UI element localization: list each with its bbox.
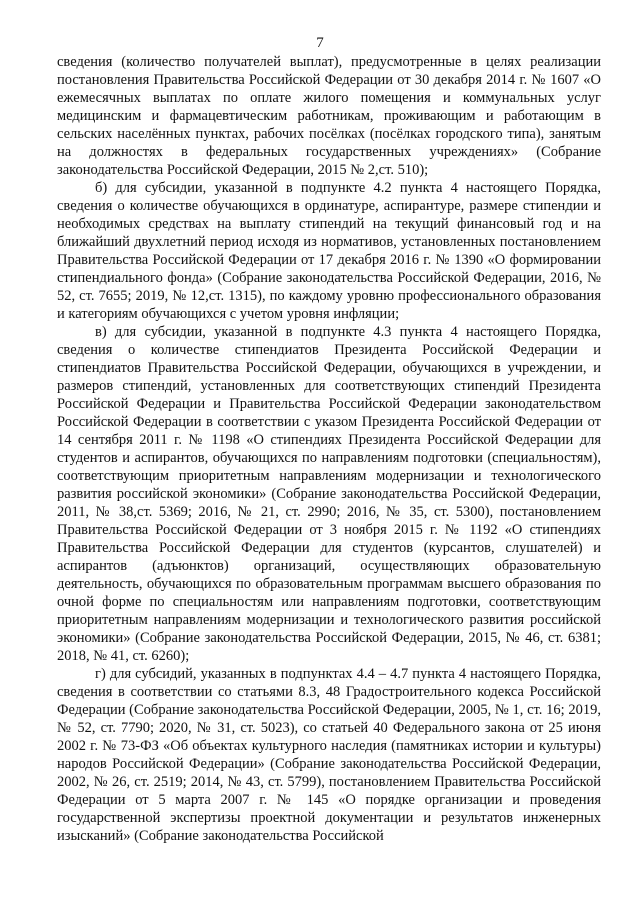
- paragraph-item-b: б) для субсидии, указанной в подпункте 4.2 пункта 4 настоящего Порядка, сведения о количестве обучающихся в ординатуре, аспирантуре, размере стипендии и необходимых средствах на выплату стипендий на текущий финансовый год и на ближайший двухлетний период исходя из нормативов, установленных постановлением Правительства Российской Федерации от 17 декабря 2016 г. № 1390 «О формировании стипендиального фонда» (Собрание законодательства Российской Федерации, 2016, № 52, ст. 7655; 2019, № 12,ст. 1315), по каждому уровню профессионального образования и категориям обучающихся с учетом уровня инфляции;: [57, 180, 601, 322]
- document-body: [57, 53, 601, 845]
- paragraph-continuation: сведения (количество получателей выплат), предусмотренные в целях реализации постановления Правительства Российской Федерации от 30 декабря 2014 г. № 1607 «О ежемесячных выплатах по оплате жилого помещения и коммунальных услуг медицинским и фармацевтическим работникам, проживающим и работающим в сельских населённых пунктах, рабочих посёлках (посёлках городского типа), занятым на должностях в федеральных государственных учреждениях» (Собрание законодательства Российской Федерации, 2015 № 2,ст. 510);: [57, 54, 601, 178]
- paragraph-item-v: в) для субсидии, указанной в подпункте 4.3 пункта 4 настоящего Порядка, сведения о количестве стипендиатов Президента Российской Федерации и стипендиатов Правительства Российской Федерации, обучающихся в учреждении, и размеров стипендий, установленных для соответствующих стипендий Президента Российской Федерации и Правительства Российской Федерации законодательством Российской Федерации в соответствии с указом Президента Российской Федерации от 14 сентября 2011 г. № 1198 «О стипендиях Президента Российской Федерации для студентов и аспирантов, обучающихся по направлениям подготовки (специальностям), соответствующим приоритетным направлениям модернизации и технологического развития российской экономики» (Собрание законодательства Российской Федерации, 2011, № 38,ст. 5369; 2016, № 21, ст. 2990; 2016, № 35, ст. 5300), постановлением Правительства Российской Федерации от 3 ноября 2015 г. № 1192 «О стипендиях Правительства Российской Федерации для студентов (курсантов, слушателей) и аспирантов (адъюнктов) организаций, осуществляющих образовательную деятельность, обучающихся по образовательным программам высшего образования по очной форме по специальностям или направлениям подготовки, соответствующим приоритетным направлениям модернизации и технологического развития российской экономики» (Собрание законодательства Российской Федерации, 2015, № 46, ст. 6381; 2018, № 41, ст. 6260);: [57, 324, 601, 664]
- page-number: 7: [316, 35, 324, 51]
- paragraph-item-g: г) для субсидий, указанных в подпунктах 4.4 – 4.7 пункта 4 настоящего Порядка, сведения в соответствии со статьями 8.3, 48 Градостроительного кодекса Российской Федерации (Собрание законодательства Российской Федерации, 2005, № 1, ст. 16; 2019, № 52, ст. 7790; 2020, № 31, ст. 5023), со статьей 40 Федерального закона от 25 июня 2002 г. № 73-ФЗ «Об объектах культурного наследия (памятниках истории и культуры) народов Российской Федерации» (Собрание законодательства Российской Федерации, 2002, № 26, ст. 2519; 2014, № 43, ст. 5799), постановлением Правительства Российской Федерации от 5 марта 2007 г. № 145 «О порядке организации и проведения государственной экспертизы проектной документации и результатов инженерных изысканий» (Собрание законодательства Российской: [57, 666, 601, 844]
